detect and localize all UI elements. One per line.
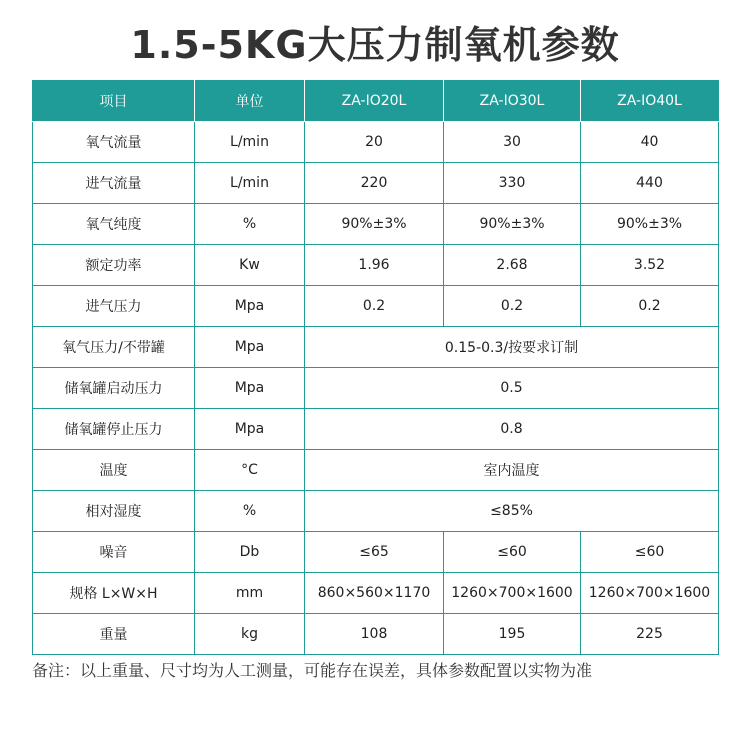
table-row <box>33 532 719 573</box>
row-label-cell: 氧气纯度 <box>33 204 195 245</box>
row-label-cell: 规格 L×W×H <box>33 573 195 614</box>
table-row <box>33 245 719 286</box>
table-row <box>33 409 719 450</box>
unit-cell: °C <box>195 450 305 491</box>
table-row <box>33 491 719 532</box>
table-row <box>33 450 719 491</box>
value-cell: 90%±3% <box>581 204 719 245</box>
header-cell: 项目 <box>33 81 195 122</box>
table-row <box>33 163 719 204</box>
value-cell: 0.2 <box>444 286 581 327</box>
table-row <box>33 573 719 614</box>
row-label-cell: 氧气流量 <box>33 122 195 163</box>
table-row <box>33 286 719 327</box>
value-cell: 0.2 <box>581 286 719 327</box>
value-cell: ≤60 <box>444 532 581 573</box>
value-cell: 0.5 <box>305 368 719 409</box>
row-label-cell: 重量 <box>33 614 195 655</box>
value-cell: 0.15-0.3/按要求订制 <box>305 327 719 368</box>
value-cell: 225 <box>581 614 719 655</box>
row-label-cell: 储氧罐启动压力 <box>33 368 195 409</box>
value-cell: 0.8 <box>305 409 719 450</box>
header-cell: ZA-IO20L <box>305 81 444 122</box>
header-cell: ZA-IO30L <box>444 81 581 122</box>
value-cell: ≤60 <box>581 532 719 573</box>
spec-table <box>32 80 719 655</box>
value-cell: 30 <box>444 122 581 163</box>
value-cell: 220 <box>305 163 444 204</box>
unit-cell: % <box>195 204 305 245</box>
header-cell: 单位 <box>195 81 305 122</box>
unit-cell: kg <box>195 614 305 655</box>
row-label-cell: 温度 <box>33 450 195 491</box>
value-cell: 1260×700×1600 <box>444 573 581 614</box>
value-cell: 0.2 <box>305 286 444 327</box>
footnote: 备注：以上重量、尺寸均为人工测量，可能存在误差，具体参数配置以实物为准 <box>32 661 593 680</box>
value-cell: 2.68 <box>444 245 581 286</box>
row-label-cell: 氧气压力/不带罐 <box>33 327 195 368</box>
unit-cell: Kw <box>195 245 305 286</box>
value-cell: ≤85% <box>305 491 719 532</box>
value-cell: 1260×700×1600 <box>581 573 719 614</box>
unit-cell: Db <box>195 532 305 573</box>
page-title: 1.5-5KG大压力制氧机参数 <box>130 23 620 67</box>
header-cell: ZA-IO40L <box>581 81 719 122</box>
value-cell: 440 <box>581 163 719 204</box>
row-label-cell: 进气压力 <box>33 286 195 327</box>
table-row <box>33 368 719 409</box>
value-cell: 90%±3% <box>444 204 581 245</box>
value-cell: 20 <box>305 122 444 163</box>
unit-cell: L/min <box>195 163 305 204</box>
row-label-cell: 噪音 <box>33 532 195 573</box>
table-body <box>33 122 719 655</box>
table-header-row <box>33 81 719 122</box>
unit-cell: L/min <box>195 122 305 163</box>
unit-cell: % <box>195 491 305 532</box>
value-cell: 195 <box>444 614 581 655</box>
value-cell: 90%±3% <box>305 204 444 245</box>
value-cell: 330 <box>444 163 581 204</box>
table-row <box>33 327 719 368</box>
row-label-cell: 储氧罐停止压力 <box>33 409 195 450</box>
value-cell: 40 <box>581 122 719 163</box>
table-row <box>33 122 719 163</box>
unit-cell: Mpa <box>195 286 305 327</box>
row-label-cell: 进气流量 <box>33 163 195 204</box>
row-label-cell: 相对湿度 <box>33 491 195 532</box>
value-cell: 108 <box>305 614 444 655</box>
unit-cell: Mpa <box>195 368 305 409</box>
table-row <box>33 204 719 245</box>
row-label-cell: 额定功率 <box>33 245 195 286</box>
value-cell: ≤65 <box>305 532 444 573</box>
value-cell: 3.52 <box>581 245 719 286</box>
unit-cell: Mpa <box>195 409 305 450</box>
value-cell: 室内温度 <box>305 450 719 491</box>
table-row <box>33 614 719 655</box>
unit-cell: mm <box>195 573 305 614</box>
value-cell: 1.96 <box>305 245 444 286</box>
value-cell: 860×560×1170 <box>305 573 444 614</box>
unit-cell: Mpa <box>195 327 305 368</box>
